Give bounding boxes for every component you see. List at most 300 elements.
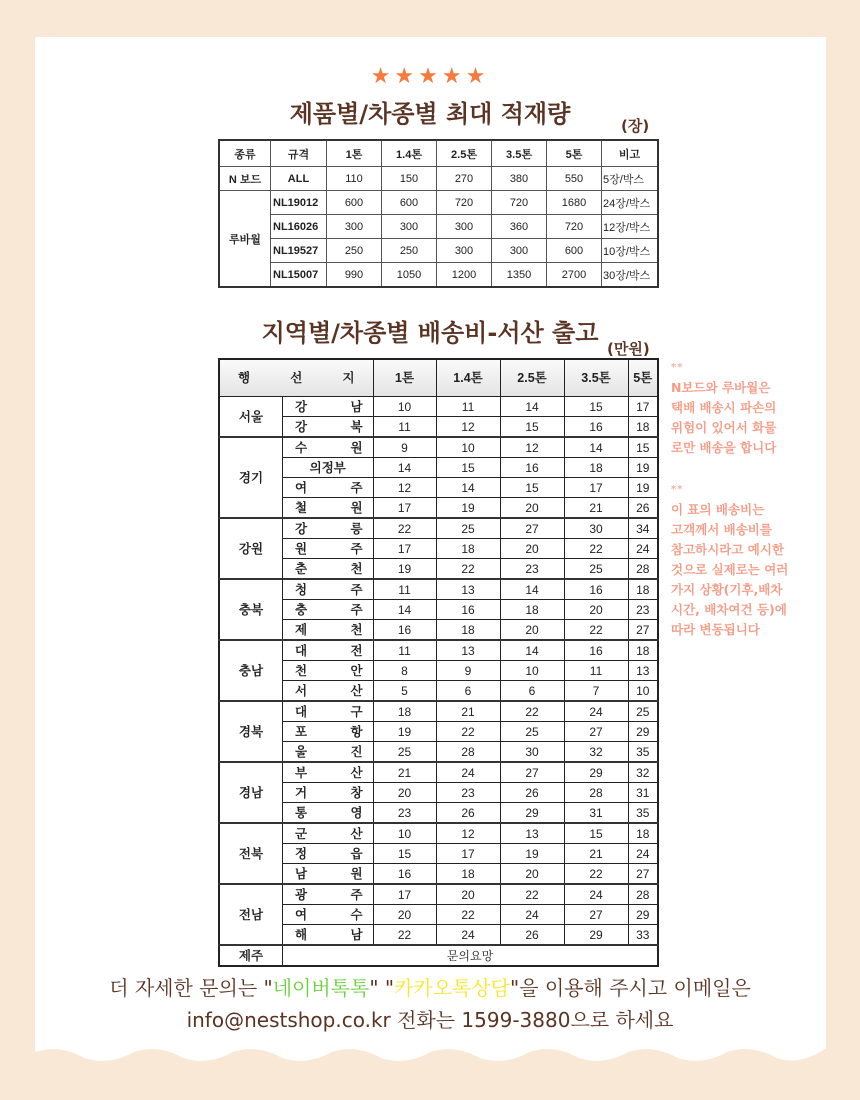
fee-value: 26 xyxy=(628,498,658,519)
city-name xyxy=(283,905,374,925)
fee-value: 28 xyxy=(628,559,658,580)
fee-value: 15 xyxy=(564,397,628,417)
contact-footer xyxy=(0,972,860,1036)
footer-text: "을 이용해 주시고 이메일은 xyxy=(510,976,751,1000)
table-row xyxy=(219,884,658,905)
city-char: 수 xyxy=(295,440,308,455)
table-row xyxy=(219,783,658,803)
packing-note: 30장/박스 xyxy=(602,263,659,288)
city-char: 광 xyxy=(295,887,308,902)
note-line: N보드와 루바월은 xyxy=(671,380,771,395)
note-marker: ** xyxy=(671,362,684,373)
region-name: 전남 xyxy=(219,884,283,945)
capacity-value: 250 xyxy=(327,239,382,263)
packing-note: 10장/박스 xyxy=(602,239,659,263)
capacity-title: 제품별/차종별 최대 적재량 xyxy=(289,100,571,128)
city-name xyxy=(283,701,374,722)
fee-value: 18 xyxy=(628,640,658,661)
product-spec: NL16026 xyxy=(271,215,327,239)
fee-value: 22 xyxy=(436,722,500,742)
fee-value: 35 xyxy=(628,803,658,824)
fee-value: 30 xyxy=(564,518,628,539)
note-line: 가지 상황(기후,배차 xyxy=(671,582,783,597)
kakao-talk-link[interactable]: 카카오톡상담 xyxy=(394,976,510,1000)
fee-value: 6 xyxy=(500,681,564,702)
table-row xyxy=(219,478,658,498)
fee-value: 14 xyxy=(500,397,564,417)
col-header: 1.4톤 xyxy=(436,359,500,397)
fee-value: 13 xyxy=(628,661,658,681)
city-char: 의정부 xyxy=(309,460,346,475)
fee-value: 28 xyxy=(564,783,628,803)
city-name xyxy=(283,478,374,498)
fee-value: 12 xyxy=(436,417,500,438)
city-char: 진 xyxy=(350,744,363,759)
city-char: 여 xyxy=(295,907,308,922)
fee-value: 20 xyxy=(500,539,564,559)
fee-value: 25 xyxy=(500,722,564,742)
fee-value: 11 xyxy=(373,417,436,438)
fee-value: 22 xyxy=(436,905,500,925)
fee-value: 22 xyxy=(373,925,436,946)
col-header: 5톤 xyxy=(547,140,602,167)
city-char: 원 xyxy=(350,440,363,455)
city-char: 산 xyxy=(350,826,363,841)
fee-value: 11 xyxy=(373,579,436,600)
capacity-value: 600 xyxy=(382,191,437,215)
fee-value: 29 xyxy=(628,722,658,742)
fee-value: 10 xyxy=(628,681,658,702)
packing-note: 12장/박스 xyxy=(602,215,659,239)
capacity-value: 1680 xyxy=(547,191,602,215)
fee-value: 35 xyxy=(628,742,658,763)
table-row xyxy=(219,559,658,580)
col-header: 규격 xyxy=(271,140,327,167)
shipping-title: 지역별/차종별 배송비-서산 출고 xyxy=(261,319,599,347)
fee-value: 18 xyxy=(436,620,500,641)
fee-value: 20 xyxy=(373,905,436,925)
fee-value: 24 xyxy=(564,884,628,905)
fee-value: 10 xyxy=(500,661,564,681)
city-name xyxy=(283,437,374,458)
fee-value: 26 xyxy=(500,783,564,803)
city-char: 천 xyxy=(350,561,363,576)
city-name xyxy=(283,559,374,580)
fee-value: 19 xyxy=(628,458,658,478)
note-line: 시간, 배차여건 등)에 xyxy=(671,602,787,617)
capacity-value: 600 xyxy=(327,191,382,215)
fee-value: 18 xyxy=(436,539,500,559)
city-char: 수 xyxy=(350,907,363,922)
fee-value: 16 xyxy=(436,600,500,620)
fee-value: 24 xyxy=(628,844,658,864)
table-row xyxy=(219,681,658,702)
table-row xyxy=(219,518,658,539)
fee-value: 22 xyxy=(500,884,564,905)
product-spec: ALL xyxy=(271,167,327,191)
capacity-unit: (장) xyxy=(621,117,650,135)
city-name xyxy=(283,518,374,539)
note-marker: ** xyxy=(671,484,684,495)
destination-header xyxy=(219,359,373,397)
fee-value: 19 xyxy=(373,722,436,742)
dest-header-char: 선 xyxy=(290,371,303,385)
fee-value: 20 xyxy=(436,884,500,905)
fee-value: 14 xyxy=(500,640,564,661)
fee-value: 27 xyxy=(500,518,564,539)
fee-value: 20 xyxy=(373,783,436,803)
city-char: 원 xyxy=(350,500,363,515)
fee-value: 11 xyxy=(373,640,436,661)
shipping-unit: (만원) xyxy=(607,340,650,358)
fee-value: 28 xyxy=(436,742,500,763)
city-char: 강 xyxy=(295,399,308,414)
city-name xyxy=(283,722,374,742)
fee-value: 31 xyxy=(628,783,658,803)
fee-value: 21 xyxy=(436,701,500,722)
fee-value: 17 xyxy=(373,539,436,559)
city-char: 남 xyxy=(350,927,363,942)
table-row xyxy=(219,539,658,559)
product-type: N 보드 xyxy=(219,167,271,191)
region-name: 강원 xyxy=(219,518,283,579)
fee-value: 34 xyxy=(628,518,658,539)
city-char: 여 xyxy=(295,480,308,495)
city-char: 통 xyxy=(295,805,308,820)
city-char: 읍 xyxy=(350,846,363,861)
city-char: 강 xyxy=(295,521,308,536)
table-row xyxy=(219,600,658,620)
fee-value: 16 xyxy=(373,620,436,641)
fee-value: 9 xyxy=(436,661,500,681)
capacity-value: 300 xyxy=(492,239,547,263)
table-row xyxy=(219,191,658,215)
capacity-value: 1350 xyxy=(492,263,547,288)
fee-value: 32 xyxy=(564,742,628,763)
capacity-value: 1200 xyxy=(437,263,492,288)
col-header: 2.5톤 xyxy=(500,359,564,397)
city-char: 포 xyxy=(295,724,308,739)
capacity-value: 1050 xyxy=(382,263,437,288)
fee-value: 15 xyxy=(628,437,658,458)
table-row xyxy=(219,803,658,824)
city-name xyxy=(283,884,374,905)
fee-value: 18 xyxy=(628,417,658,438)
capacity-value: 250 xyxy=(382,239,437,263)
fee-value: 25 xyxy=(628,701,658,722)
region-name: 경기 xyxy=(219,437,283,518)
capacity-table xyxy=(218,139,659,288)
rating-stars: ★★★★★ xyxy=(370,64,490,89)
city-char: 부 xyxy=(295,765,308,780)
fee-value: 27 xyxy=(628,864,658,885)
fee-value: 23 xyxy=(373,803,436,824)
fee-value: 25 xyxy=(564,559,628,580)
packing-note: 5장/박스 xyxy=(602,167,659,191)
fee-value: 29 xyxy=(628,905,658,925)
city-char: 항 xyxy=(350,724,363,739)
fee-value: 7 xyxy=(564,681,628,702)
city-char: 군 xyxy=(295,826,308,841)
footer-line-1 xyxy=(0,972,860,1004)
table-row xyxy=(219,239,658,263)
fee-value: 13 xyxy=(436,640,500,661)
table-row xyxy=(219,661,658,681)
capacity-value: 300 xyxy=(437,239,492,263)
fee-value: 27 xyxy=(564,722,628,742)
fee-value: 26 xyxy=(500,925,564,946)
fee-value: 20 xyxy=(500,620,564,641)
col-header: 5톤 xyxy=(628,359,658,397)
city-char: 춘 xyxy=(295,561,308,576)
table-row xyxy=(219,864,658,885)
fee-value: 15 xyxy=(500,478,564,498)
city-char: 원 xyxy=(350,866,363,881)
capacity-value: 990 xyxy=(327,263,382,288)
fee-value: 18 xyxy=(436,864,500,885)
fee-value: 17 xyxy=(436,844,500,864)
note-line: 로만 배송을 합니다 xyxy=(671,440,777,455)
fee-value: 19 xyxy=(373,559,436,580)
col-header: 종류 xyxy=(219,140,271,167)
fee-value: 20 xyxy=(500,864,564,885)
city-name xyxy=(283,681,374,702)
region-name: 서울 xyxy=(219,397,283,438)
city-name xyxy=(283,579,374,600)
side-note-1 xyxy=(671,358,776,458)
table-row xyxy=(219,167,658,191)
region-name: 충북 xyxy=(219,579,283,640)
fee-value: 17 xyxy=(373,498,436,519)
fee-value: 17 xyxy=(628,397,658,417)
fee-value: 11 xyxy=(436,397,500,417)
table-row xyxy=(219,925,658,946)
table-row xyxy=(219,579,658,600)
capacity-value: 360 xyxy=(492,215,547,239)
col-header: 2.5톤 xyxy=(437,140,492,167)
shipping-header-row xyxy=(219,359,658,397)
fee-value: 15 xyxy=(500,417,564,438)
capacity-value: 270 xyxy=(437,167,492,191)
fee-value: 33 xyxy=(628,925,658,946)
city-char: 해 xyxy=(295,927,308,942)
fee-value: 20 xyxy=(500,498,564,519)
note-line: 위험이 있어서 화물 xyxy=(671,420,777,435)
inquiry-required: 문의요망 xyxy=(283,945,659,966)
city-char: 주 xyxy=(350,480,363,495)
city-name xyxy=(283,762,374,783)
fee-value: 17 xyxy=(564,478,628,498)
city-char: 전 xyxy=(350,643,363,658)
fee-value: 10 xyxy=(436,437,500,458)
city-name xyxy=(283,539,374,559)
col-header: 3.5톤 xyxy=(492,140,547,167)
fee-value: 21 xyxy=(373,762,436,783)
fee-value: 6 xyxy=(436,681,500,702)
col-header: 1톤 xyxy=(373,359,436,397)
city-char: 청 xyxy=(295,582,308,597)
city-char: 안 xyxy=(350,663,363,678)
fee-value: 18 xyxy=(628,823,658,844)
fee-value: 26 xyxy=(436,803,500,824)
city-char: 제 xyxy=(295,622,308,637)
capacity-value: 720 xyxy=(492,191,547,215)
product-spec: NL15007 xyxy=(271,263,327,288)
capacity-value: 600 xyxy=(547,239,602,263)
fee-value: 24 xyxy=(436,925,500,946)
fee-value: 5 xyxy=(373,681,436,702)
table-row xyxy=(219,701,658,722)
fee-value: 12 xyxy=(436,823,500,844)
fee-value: 17 xyxy=(373,884,436,905)
fee-value: 27 xyxy=(564,905,628,925)
packing-note: 24장/박스 xyxy=(602,191,659,215)
table-row xyxy=(219,417,658,438)
table-row xyxy=(219,498,658,519)
table-row xyxy=(219,905,658,925)
city-char: 북 xyxy=(350,419,363,434)
fee-value: 16 xyxy=(373,864,436,885)
city-char: 주 xyxy=(350,541,363,556)
fee-value: 18 xyxy=(373,701,436,722)
city-char: 릉 xyxy=(350,521,363,536)
region-name: 제주 xyxy=(219,945,283,966)
naver-talk-link[interactable]: 네이버톡톡 xyxy=(272,976,370,1000)
city-char: 구 xyxy=(350,704,363,719)
fee-value: 14 xyxy=(500,579,564,600)
fee-value: 22 xyxy=(564,620,628,641)
capacity-value: 300 xyxy=(437,215,492,239)
fee-value: 14 xyxy=(564,437,628,458)
fee-value: 11 xyxy=(564,661,628,681)
col-header: 1.4톤 xyxy=(382,140,437,167)
fee-value: 29 xyxy=(564,762,628,783)
city-name xyxy=(283,844,374,864)
note-line: 참고하시라고 예시한 xyxy=(671,542,785,557)
col-header: 비고 xyxy=(602,140,659,167)
fee-value: 13 xyxy=(500,823,564,844)
city-char: 영 xyxy=(350,805,363,820)
fee-value: 12 xyxy=(500,437,564,458)
fee-value: 29 xyxy=(564,925,628,946)
col-header: 3.5톤 xyxy=(564,359,628,397)
city-char: 정 xyxy=(295,846,308,861)
city-char: 남 xyxy=(350,399,363,414)
fee-value: 22 xyxy=(373,518,436,539)
note-line: 이 표의 배송비는 xyxy=(671,502,765,517)
fee-value: 22 xyxy=(564,539,628,559)
fee-value: 32 xyxy=(628,762,658,783)
fee-value: 16 xyxy=(564,640,628,661)
note-line: 따라 변동됩니다 xyxy=(671,622,760,637)
fee-value: 10 xyxy=(373,397,436,417)
city-char: 원 xyxy=(295,541,308,556)
table-row-jeju xyxy=(219,945,658,966)
city-char: 철 xyxy=(295,500,308,515)
fee-value: 16 xyxy=(500,458,564,478)
table-row xyxy=(219,823,658,844)
fee-value: 20 xyxy=(564,600,628,620)
side-note-2 xyxy=(671,480,788,640)
city-char: 창 xyxy=(350,785,363,800)
city-name xyxy=(283,783,374,803)
table-row xyxy=(219,762,658,783)
dest-header-char: 지 xyxy=(342,371,355,385)
product-type: 루바월 xyxy=(219,191,271,288)
city-name xyxy=(283,925,374,946)
fee-value: 21 xyxy=(564,844,628,864)
wavy-card-edge xyxy=(35,1040,826,1070)
capacity-value: 720 xyxy=(437,191,492,215)
fee-value: 16 xyxy=(564,579,628,600)
region-name: 경남 xyxy=(219,762,283,823)
city-char: 울 xyxy=(295,744,308,759)
table-row xyxy=(219,742,658,763)
footer-text: " " xyxy=(369,976,395,1000)
fee-value: 29 xyxy=(500,803,564,824)
fee-value: 28 xyxy=(628,884,658,905)
fee-value: 15 xyxy=(436,458,500,478)
footer-text: 더 자세한 문의는 " xyxy=(109,976,273,1000)
product-spec: NL19527 xyxy=(271,239,327,263)
fee-value: 18 xyxy=(500,600,564,620)
fee-value: 24 xyxy=(628,539,658,559)
fee-value: 12 xyxy=(373,478,436,498)
fee-value: 23 xyxy=(628,600,658,620)
city-char: 산 xyxy=(350,765,363,780)
fee-value: 15 xyxy=(564,823,628,844)
fee-value: 31 xyxy=(564,803,628,824)
note-line: 택배 배송시 파손의 xyxy=(671,400,777,415)
city-char: 남 xyxy=(295,866,308,881)
city-char: 천 xyxy=(350,622,363,637)
city-name xyxy=(283,620,374,641)
city-name xyxy=(283,498,374,519)
fee-value: 22 xyxy=(564,864,628,885)
city-char: 산 xyxy=(350,683,363,698)
fee-value: 24 xyxy=(500,905,564,925)
fee-value: 15 xyxy=(373,844,436,864)
city-char: 주 xyxy=(350,582,363,597)
dest-header-char: 행 xyxy=(238,371,251,385)
capacity-value: 380 xyxy=(492,167,547,191)
table-row xyxy=(219,437,658,458)
city-char: 충 xyxy=(295,602,308,617)
region-name: 전북 xyxy=(219,823,283,884)
fee-value: 16 xyxy=(564,417,628,438)
city-char: 대 xyxy=(295,704,308,719)
table-row xyxy=(219,620,658,641)
fee-value: 18 xyxy=(564,458,628,478)
note-line: 고객께서 배송비를 xyxy=(671,522,772,537)
table-row xyxy=(219,640,658,661)
shipping-fee-table xyxy=(218,358,659,967)
fee-value: 27 xyxy=(628,620,658,641)
fee-value: 21 xyxy=(564,498,628,519)
region-name: 충남 xyxy=(219,640,283,701)
capacity-value: 300 xyxy=(382,215,437,239)
fee-value: 25 xyxy=(436,518,500,539)
fee-value: 18 xyxy=(628,579,658,600)
table-row xyxy=(219,397,658,417)
capacity-value: 720 xyxy=(547,215,602,239)
city-name xyxy=(283,417,374,438)
capacity-value: 110 xyxy=(327,167,382,191)
capacity-header-row xyxy=(219,140,658,167)
fee-value: 10 xyxy=(373,823,436,844)
fee-value: 25 xyxy=(373,742,436,763)
capacity-value: 150 xyxy=(382,167,437,191)
